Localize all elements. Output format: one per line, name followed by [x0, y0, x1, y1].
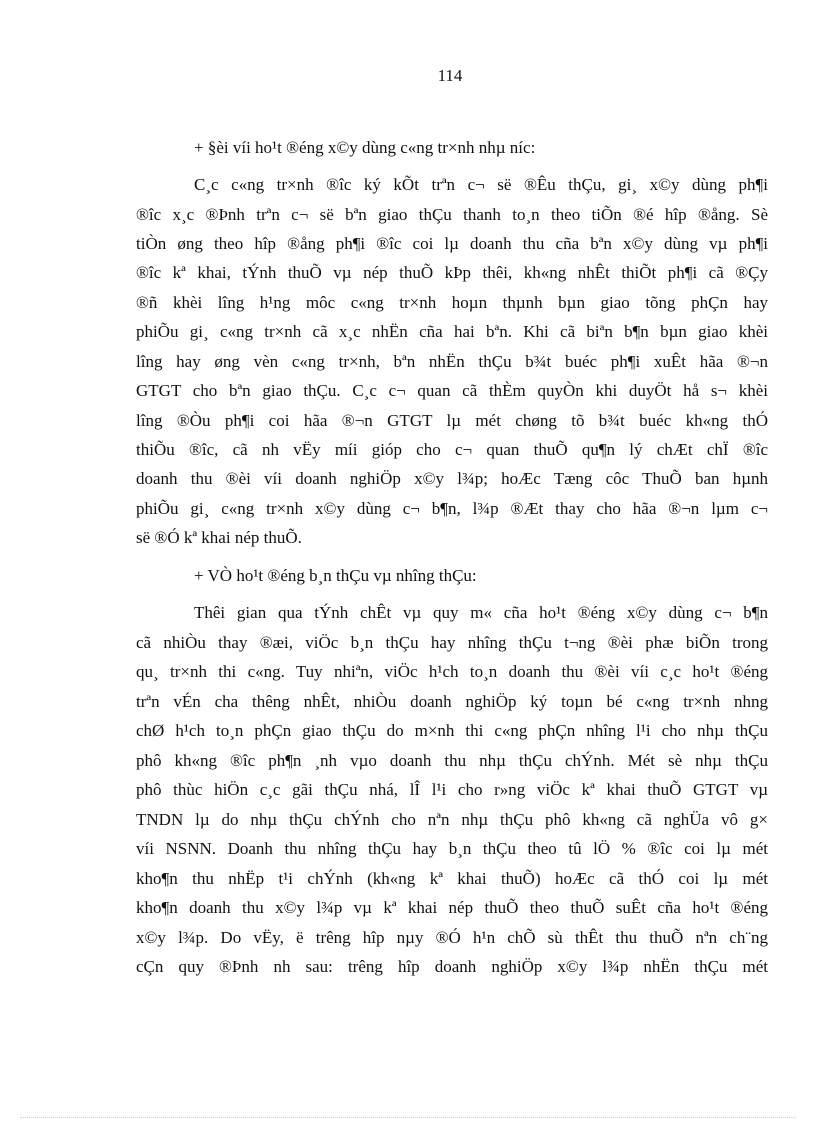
text-line: kho¶n doanh thu x©y l¾p vµ kª khai nép thuÕ theo thuÕ suÊt cña ho¹t ®éng	[136, 898, 768, 917]
text-line: thiÕu ®îc, cã nh vËy míi gióp cho c¬ quan thuÕ qu¶n lý chÆt chÏ ®îc	[136, 440, 768, 459]
text-line: chØ h¹ch to¸n phÇn giao thÇu do m×nh thi c«ng phÇn nhîng l¹i cho nhµ thÇu	[136, 721, 768, 740]
text-line: phiÕu gi¸ c«ng tr×nh cã x¸c nhËn cña hai bªn. Khi cã biªn b¶n bµn giao khèi	[136, 322, 768, 341]
text-line: cã nhiÒu thay ®æi, viÖc b¸n thÇu hay nhîng thÇu t¬ng ®èi phæ biÕn trong	[136, 633, 768, 652]
text-line: TNDN lµ do nhµ thÇu chÝnh cho nªn nhµ thÇu phô kh«ng cã nghÜa vô g×	[136, 810, 768, 829]
text-line: phô kh«ng ®îc ph¶n ¸nh vµo doanh thu nhµ thÇu chÝnh. Mét sè nhµ thÇu	[136, 751, 768, 770]
page-bottom-border	[20, 1117, 796, 1118]
text-line: lîng hay øng vèn c«ng tr×nh, bªn nhËn thÇu b¾t buéc ph¶i xuÊt hãa ®¬n	[136, 352, 768, 371]
text-line: + VÒ ho¹t ®éng b¸n thÇu vµ nhîng thÇu:	[194, 566, 477, 585]
text-line: phiÕu gi¸ c«ng tr×nh x©y dùng c¬ b¶n, l¾p ®Æt thay cho hãa ®¬n lµm c¬	[136, 499, 768, 518]
text-line: x©y l¾p. Do vËy, ë trêng hîp nµy ®Ó h¹n chÕ sù thÊt thu thuÕ nªn ch¨ng	[136, 928, 768, 947]
text-line: Thêi gian qua tÝnh chÊt vµ quy m« cña ho¹t ®éng x©y dùng c¬ b¶n	[194, 603, 768, 622]
text-line: cÇn quy ®Þnh nh sau: trêng hîp doanh nghiÖp x©y l¾p nhËn thÇu mét	[136, 957, 768, 976]
text-line: trªn vÉn cha thêng nhÊt, nhiÒu doanh nghiÖp ký toµn bé c«ng tr×nh nhng	[136, 692, 768, 711]
text-line: së ®Ó kª khai nép thuÕ.	[136, 528, 302, 547]
text-line: lîng ®Òu ph¶i coi hãa ®¬n GTGT lµ mét chøng tõ b¾t buéc kh«ng thÓ	[136, 411, 768, 430]
text-line: ®îc x¸c ®Þnh trªn c¬ së bªn giao thÇu thanh to¸n theo tiÕn ®é hîp ®ång. Sè	[136, 205, 768, 224]
text-line: víi NSNN. Doanh thu nhîng thÇu hay b¸n thÇu theo tû lÖ % ®îc coi lµ mét	[136, 839, 768, 858]
text-line: qu¸ tr×nh thi c«ng. Tuy nhiªn, viÖc h¹ch to¸n doanh thu ®èi víi c¸c ho¹t ®éng	[136, 662, 768, 681]
text-line: tiÒn øng theo hîp ®ång ph¶i ®îc coi lµ doanh thu cña bªn x©y dùng vµ ph¶i	[136, 234, 768, 253]
text-line: GTGT cho bªn giao thÇu. C¸c c¬ quan cã thÈm quyÒn khi duyÖt hå s¬ khèi	[136, 381, 768, 400]
text-line: kho¶n thu nhËp t¹i chÝnh (kh«ng kª khai thuÕ) hoÆc cã thÓ coi lµ mét	[136, 869, 768, 888]
text-line: doanh thu ®èi víi doanh nghiÖp x©y l¾p; hoÆc Tæng côc ThuÕ ban hµnh	[136, 469, 768, 488]
text-line: ®ñ khèi lîng h¹ng môc c«ng tr×nh hoµn thµnh bµn giao tõng phÇn hay	[136, 293, 768, 312]
text-line: C¸c c«ng tr×nh ®îc ký kÕt trªn c¬ së ®Êu thÇu, gi¸ x©y dùng ph¶i	[194, 175, 768, 194]
text-line: phô thùc hiÖn c¸c gãi thÇu nhá, lÎ l¹i cho r»ng viÖc kª khai thuÕ GTGT vµ	[136, 780, 768, 799]
page-number: 114	[437, 66, 463, 85]
text-line: + §èi víi ho¹t ®éng x©y dùng c«ng tr×nh nhµ níc:	[194, 138, 536, 157]
text-line: ®îc kª khai, tÝnh thuÕ vµ nép thuÕ kÞp thêi, kh«ng nhÊt thiÕt ph¶i cã ®Çy	[136, 263, 768, 282]
